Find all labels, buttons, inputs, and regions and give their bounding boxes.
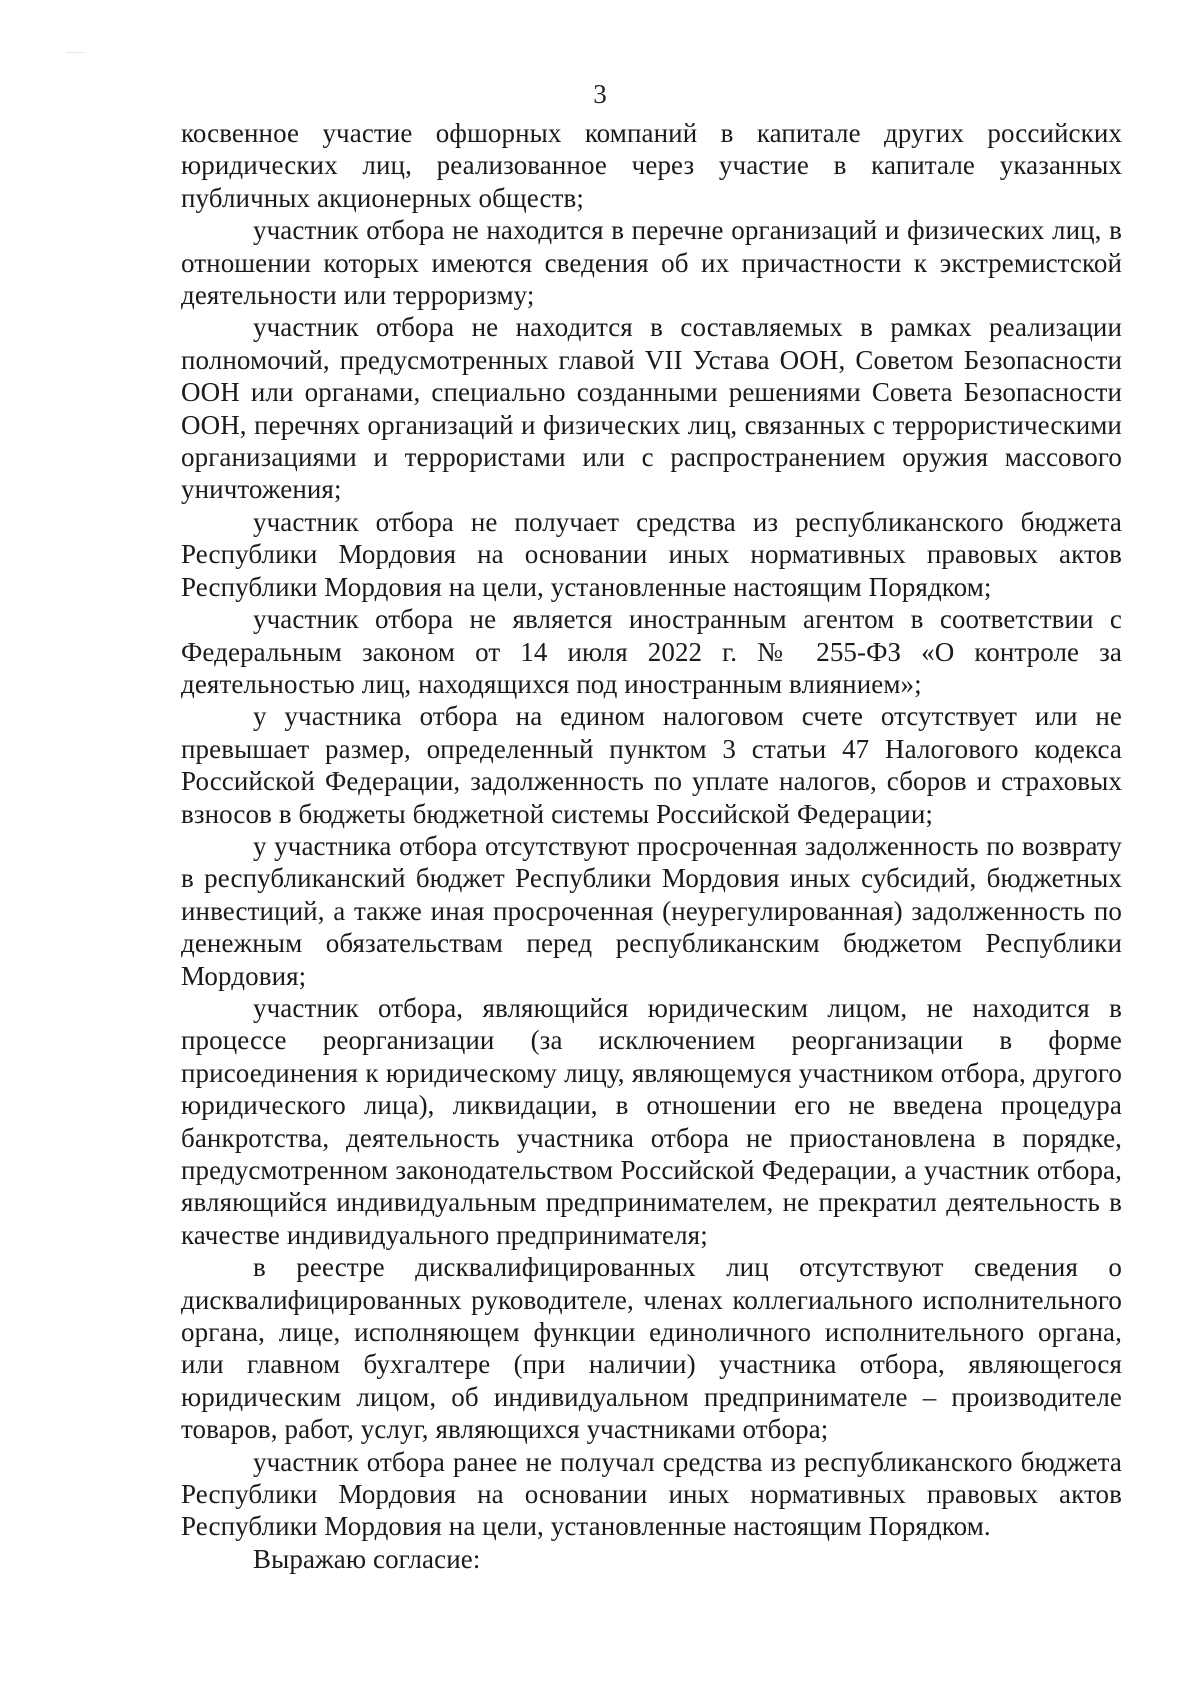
paragraph-un-sanctions-list: участник отбора не находится в составляемых в рамках реализации полномочий, предусмотренных главой VII Устава ООН, Советом Безопасности ООН или органами, специально созданными решениями Совета Безопасности ООН, перечнях организаций и физических лиц, связанных с террористическими организациями и террористами или с распространением оружия массового уничтожения;: [181, 312, 1122, 505]
paragraph-continuation: косвенное участие офшорных компаний в капитале других российских юридических лиц, реализованное через участие в капитале указанных публичных акционерных обществ;: [181, 118, 1122, 213]
paragraph-extremism-list: участник отбора не находится в перечне организаций и физических лиц, в отношении которых имеются сведения об их причастности к экстремистской деятельности или терроризму;: [181, 215, 1122, 311]
paragraph-tax-debt: у участника отбора на едином налоговом счете отсутствует или не превышает размер, определенный пунктом 3 статьи 47 Налогового кодекса Российской Федерации, задолженность по уплате налогов, сборов и страховых взносов в бюджеты бюджетной системы Российской Федерации;: [181, 701, 1122, 829]
paragraph-reorganization: участник отбора, являющийся юридическим лицом, не находится в процессе реорганизации (за исключением реорганизации в форме присоединения к юридическому лицу, являющемуся участником отбора, другого юридического лица), ликвидации, в отношении его не введена процедура банкротства, деятельность участника отбора не приостановлена в порядке, предусмотренном законодательством Российской Федерации, а участник отбора, являющийся индивидуальным предпринимателем, не прекратил деятельность в качестве индивидуального предпринимателя;: [181, 992, 1122, 1250]
paragraph-prior-funding: участник отбора ранее не получал средства из республиканского бюджета Республики Мордовия на основании иных нормативных правовых актов Республики Мордовия на цели, установленные настоящим Порядком.: [181, 1446, 1122, 1542]
paragraph-overdue-debt: у участника отбора отсутствуют просроченная задолженность по возврату в республиканский бюджет Республики Мордовия иных субсидий, бюджетных инвестиций, а также иная просроченная (неурегулированная) задолженность по денежным обязательствам перед республиканским бюджетом Республики Мордовия;: [181, 830, 1122, 991]
page-number: 3: [593, 79, 607, 109]
paragraph-foreign-agent: участник отбора не является иностранным агентом в соответствии с Федеральным законом от 14 июля 2022 г. № 255-ФЗ «О контроле за деятельностью лиц, находящихся под иностранным влиянием»;: [181, 604, 1122, 699]
paragraph-disqualified-persons: в реестре дисквалифицированных лиц отсутствуют сведения о дисквалифицированных руководителе, членах коллегиального исполнительного органа, лице, исполняющем функции единоличного исполнительного органа, или главном бухгалтере (при наличии) участника отбора, являющегося юридическим лицом, об индивидуальном предпринимателе – производителе товаров, работ, услуг, являющихся участниками отбора;: [181, 1252, 1122, 1445]
scan-artifact: [66, 52, 84, 53]
document-body: [181, 117, 1122, 1575]
paragraph-no-other-funding: участник отбора не получает средства из республиканского бюджета Республики Мордовия на основании иных нормативных правовых актов Республики Мордовия на цели, установленные настоящим Порядком;: [181, 506, 1122, 602]
paragraph-consent-heading: Выражаю согласие:: [253, 1543, 481, 1574]
